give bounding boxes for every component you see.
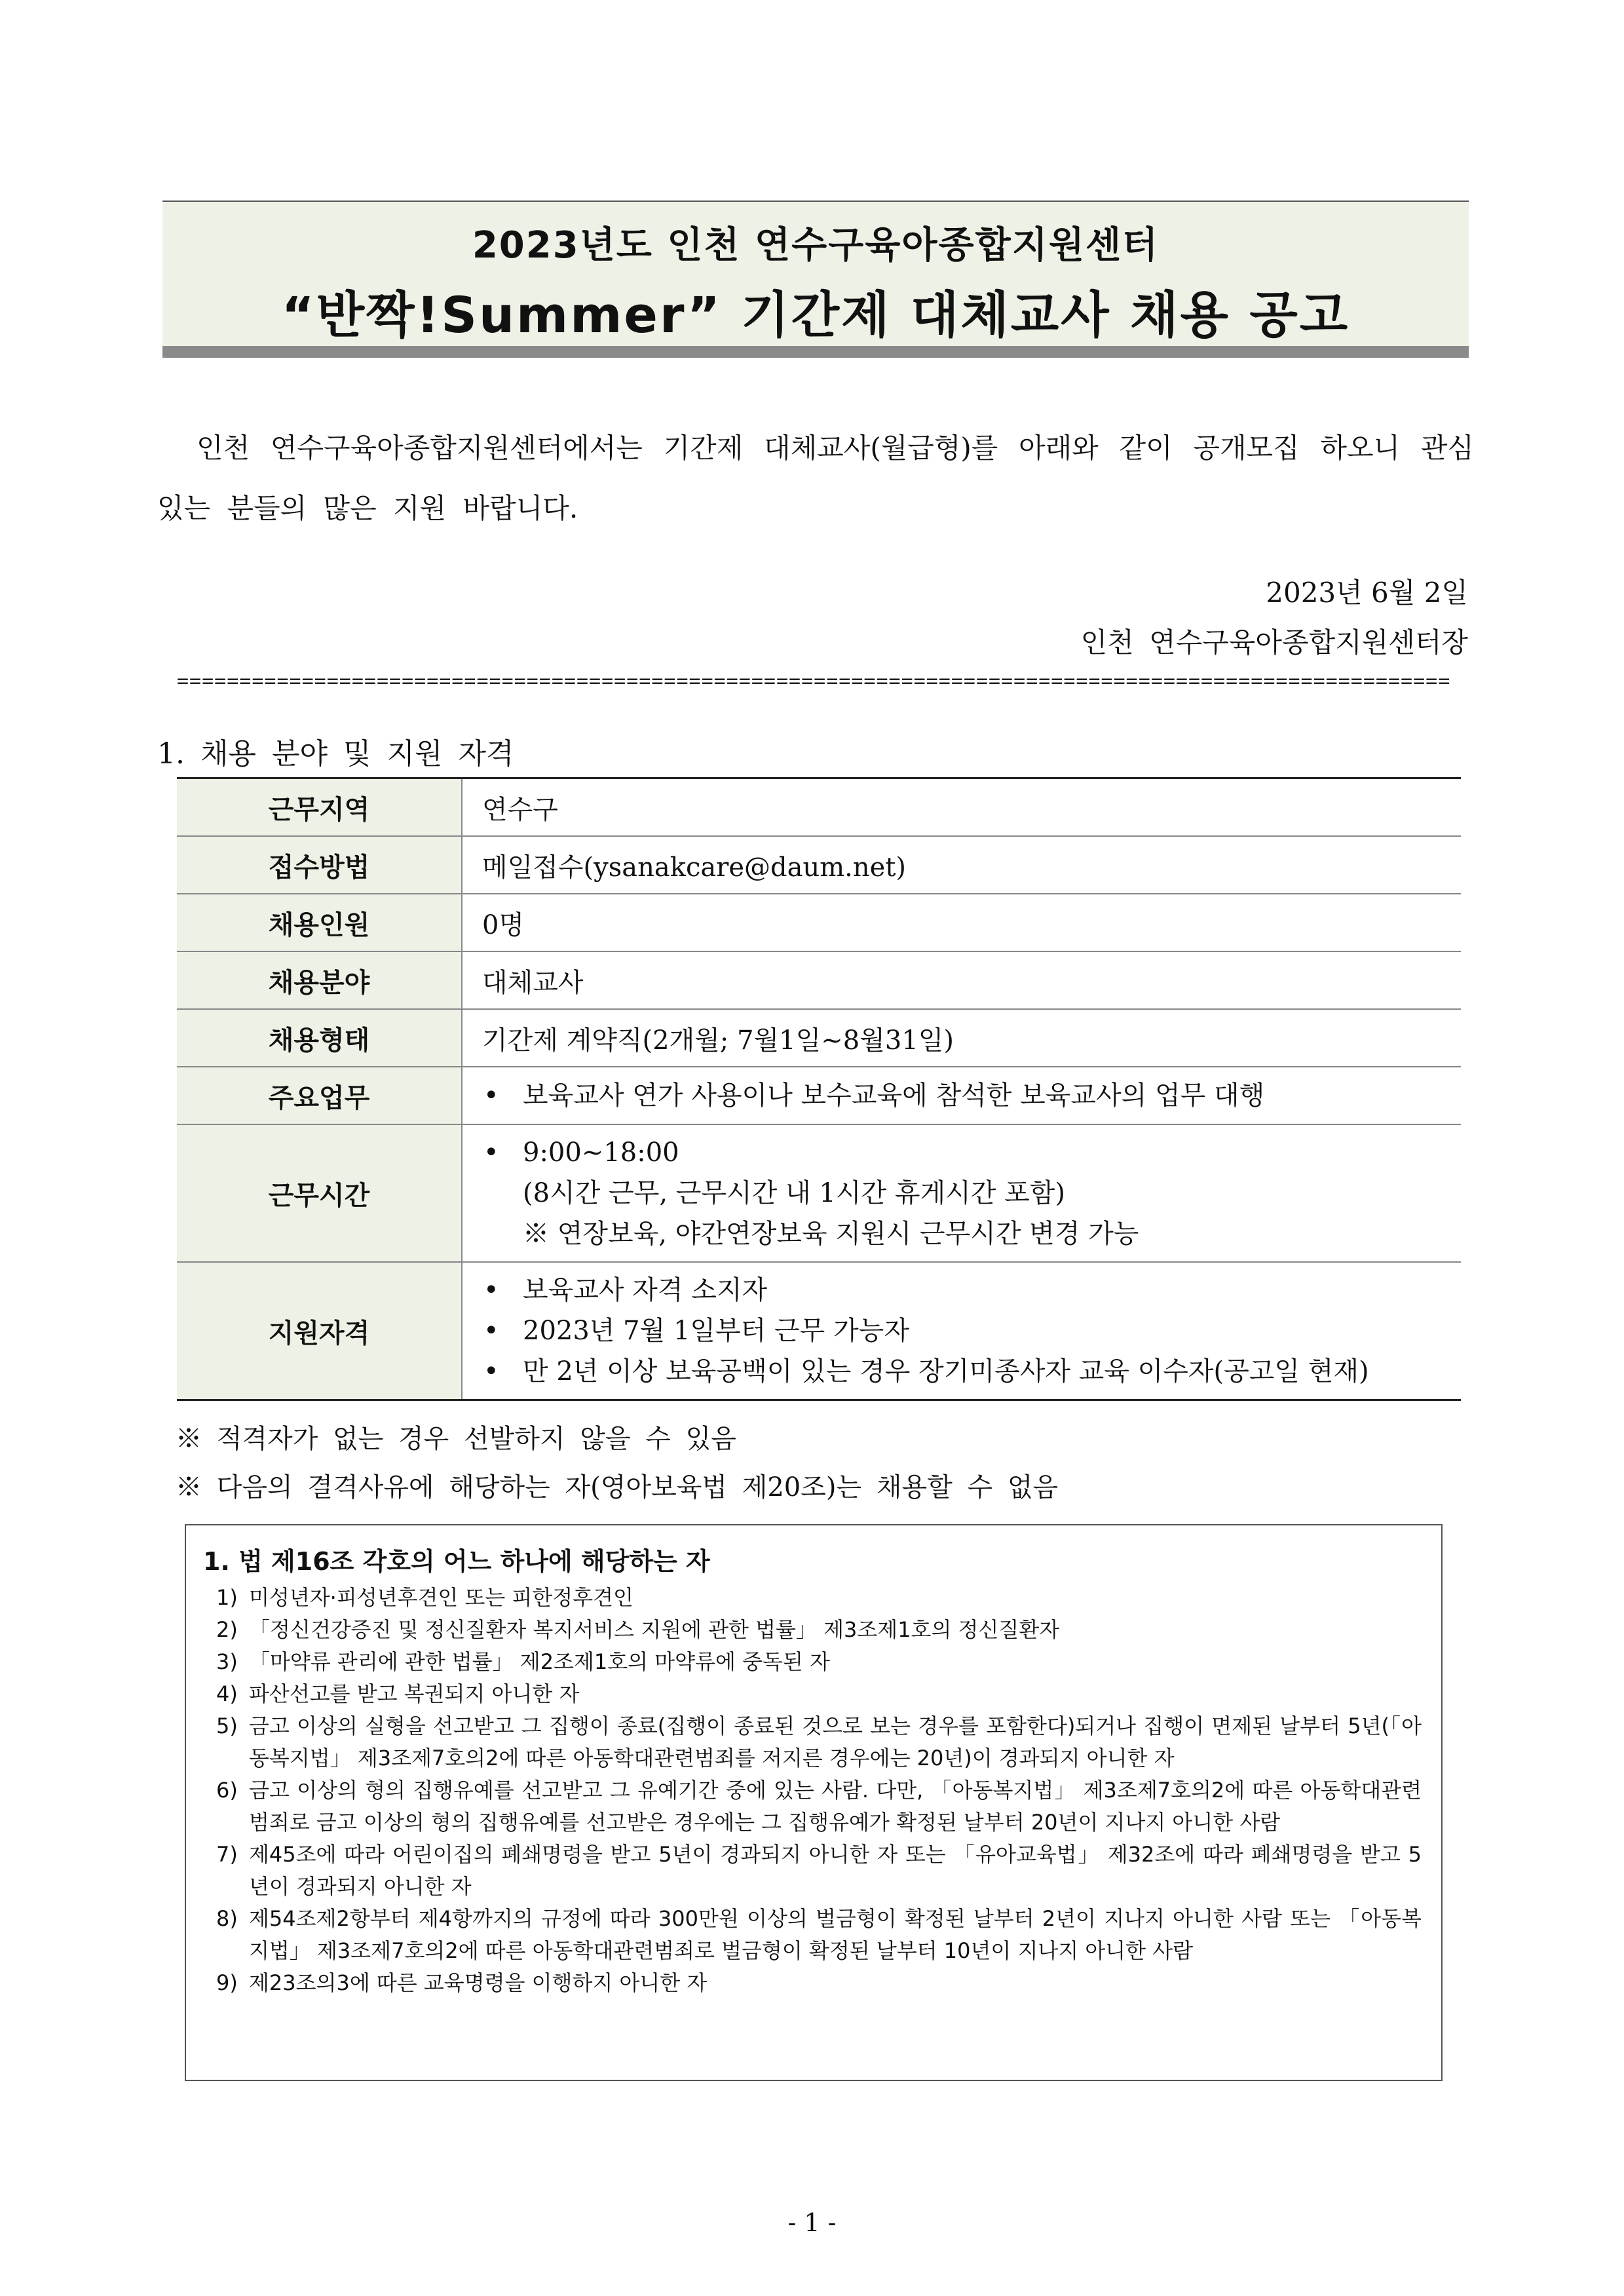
sub-line: ※ 연장보육, 야간연장보육 지원시 근무시간 변경 가능	[523, 1219, 1139, 1249]
title-line-2: “반짝!Summer” 기간제 대체교사 채용 공고	[281, 286, 1350, 344]
item-text: 「정신건강증진 및 정신질환자 복지서비스 지원에 관한 법률」 제3조제1호의 정신질환자	[249, 1617, 1060, 1642]
bullet-item: • 보육교사 연가 사용이나 보수교육에 참석한 보육교사의 업무 대행	[482, 1075, 1461, 1116]
bullet-item: • 만 2년 이상 보육공백이 있는 경우 장기미종사자 교육 이수자(공고일 현재)	[482, 1351, 1461, 1392]
table-row	[177, 836, 1461, 894]
list-item	[216, 1582, 1422, 1614]
row-label: 채용분야	[177, 951, 462, 1009]
table-row	[177, 778, 1461, 837]
bullet-item: • 보육교사 자격 소지자	[482, 1270, 1461, 1311]
title-box	[162, 201, 1469, 347]
announcement-date: 2023년 6월 2일	[1266, 577, 1468, 609]
row-value	[462, 1262, 1461, 1400]
note-1: ※ 적격자가 없는 경우 선발하지 않을 수 있음	[176, 1424, 736, 1454]
item-text: 미성년자·피성년후견인 또는 피한정후견인	[249, 1585, 633, 1610]
row-value: 기간제 계약직(2개월; 7월1일~8월31일)	[482, 1025, 954, 1056]
item-text: 「마약류 관리에 관한 법률」 제2조제1호의 마약류에 중독된 자	[249, 1649, 830, 1674]
row-value	[462, 1124, 1461, 1262]
disqualification-title: 1. 법 제16조 각호의 어느 하나에 해당하는 자	[203, 1547, 710, 1576]
item-text: 금고 이상의 실형을 선고받고 그 집행이 종료(집행이 종료된 것으로 보는 경우를 포함한다)되거나 집행이 면제된 날부터 5년(「아동복지법」 제3조제7호의2에 따른 아동학대관련범죄를 저지른 경우에는 20년)이 경과되지 아니한 자	[249, 1713, 1422, 1770]
table-row	[177, 894, 1461, 951]
item-number: 1)	[216, 1585, 238, 1610]
row-value: 메일접수(ysanakcare@daum.net)	[482, 852, 907, 883]
item-number: 9)	[216, 1970, 238, 1995]
row-label: 근무시간	[177, 1124, 462, 1262]
separator-line: ======================================================================================================	[177, 670, 1451, 693]
row-value: 연수구	[482, 794, 558, 825]
list-item	[216, 1903, 1422, 1967]
disqualification-box	[185, 1524, 1443, 2081]
table-row	[177, 1124, 1461, 1262]
section-1-heading: 1. 채용 분야 및 지원 자격	[157, 737, 514, 771]
recruitment-info-table	[177, 777, 1461, 1401]
page-number: - 1 -	[787, 2208, 837, 2237]
list-item	[216, 1710, 1422, 1774]
table-row	[177, 1067, 1461, 1124]
item-text: 파산선고를 받고 복권되지 아니한 자	[249, 1681, 580, 1706]
title-underline-bar	[162, 346, 1469, 358]
bullet-item: • 2023년 7월 1일부터 근무 가능자	[482, 1311, 1461, 1351]
list-item	[216, 1967, 1422, 1999]
item-number: 2)	[216, 1617, 238, 1642]
note-2: ※ 다음의 결격사유에 해당하는 자(영아보육법 제20조)는 채용할 수 없음	[176, 1472, 1059, 1502]
intro-paragraph: 인천 연수구육아종합지원센터에서는 기간제 대체교사(월급형)를 아래와 같이 공개모집 하오니 관심 있는 분들의 많은 지원 바랍니다.	[157, 432, 1474, 524]
row-label: 지원자격	[177, 1262, 462, 1400]
table-row	[177, 1009, 1461, 1067]
list-item	[216, 1774, 1422, 1839]
list-item	[216, 1839, 1422, 1903]
row-value: 대체교사	[482, 967, 584, 998]
table-row	[177, 1262, 1461, 1400]
row-value: 0명	[482, 909, 525, 940]
sub-line: (8시간 근무, 근무시간 내 1시간 휴게시간 포함)	[523, 1178, 1065, 1208]
item-number: 8)	[216, 1906, 238, 1931]
disqualification-list	[216, 1582, 1422, 1999]
row-value	[462, 1067, 1461, 1124]
item-text: 금고 이상의 형의 집행유예를 선고받고 그 유예기간 중에 있는 사람. 다만, 「아동복지법」 제3조제7호의2에 따른 아동학대관련범죄로 금고 이상의 형의 집행유예를 선고받은 경우에는 그 집행유예가 확정된 날부터 20년이 지나지 아니한 사람	[249, 1778, 1422, 1835]
row-label: 주요업무	[177, 1067, 462, 1124]
row-label: 채용형태	[177, 1009, 462, 1067]
title-line-1: 2023년도 인천 연수구육아종합지원센터	[472, 224, 1160, 267]
bullet-item: • 9:00~18:00	[482, 1132, 1461, 1173]
list-item	[216, 1614, 1422, 1646]
item-number: 7)	[216, 1842, 238, 1867]
list-item	[216, 1678, 1422, 1710]
row-label: 접수방법	[177, 836, 462, 894]
row-label: 근무지역	[177, 778, 462, 837]
item-text: 제54조제2항부터 제4항까지의 규정에 따라 300만원 이상의 벌금형이 확정된 날부터 2년이 지나지 아니한 사람 또는 「아동복지법」 제3조제7호의2에 따른 아동학대관련범죄로 벌금형이 확정된 날부터 10년이 지나지 아니한 사람	[249, 1906, 1422, 1963]
item-number: 4)	[216, 1681, 238, 1706]
item-number: 6)	[216, 1778, 238, 1803]
table-row	[177, 951, 1461, 1009]
list-item	[216, 1646, 1422, 1678]
row-label: 채용인원	[177, 894, 462, 951]
item-number: 5)	[216, 1713, 238, 1738]
issuer-name: 인천 연수구육아종합지원센터장	[1080, 626, 1468, 659]
item-number: 3)	[216, 1649, 238, 1674]
item-text: 제45조에 따라 어린이집의 폐쇄명령을 받고 5년이 경과되지 아니한 자 또는 「유아교육법」 제32조에 따라 폐쇄명령을 받고 5년이 경과되지 아니한 자	[249, 1842, 1422, 1899]
item-text: 제23조의3에 따른 교육명령을 이행하지 아니한 자	[249, 1970, 708, 1995]
